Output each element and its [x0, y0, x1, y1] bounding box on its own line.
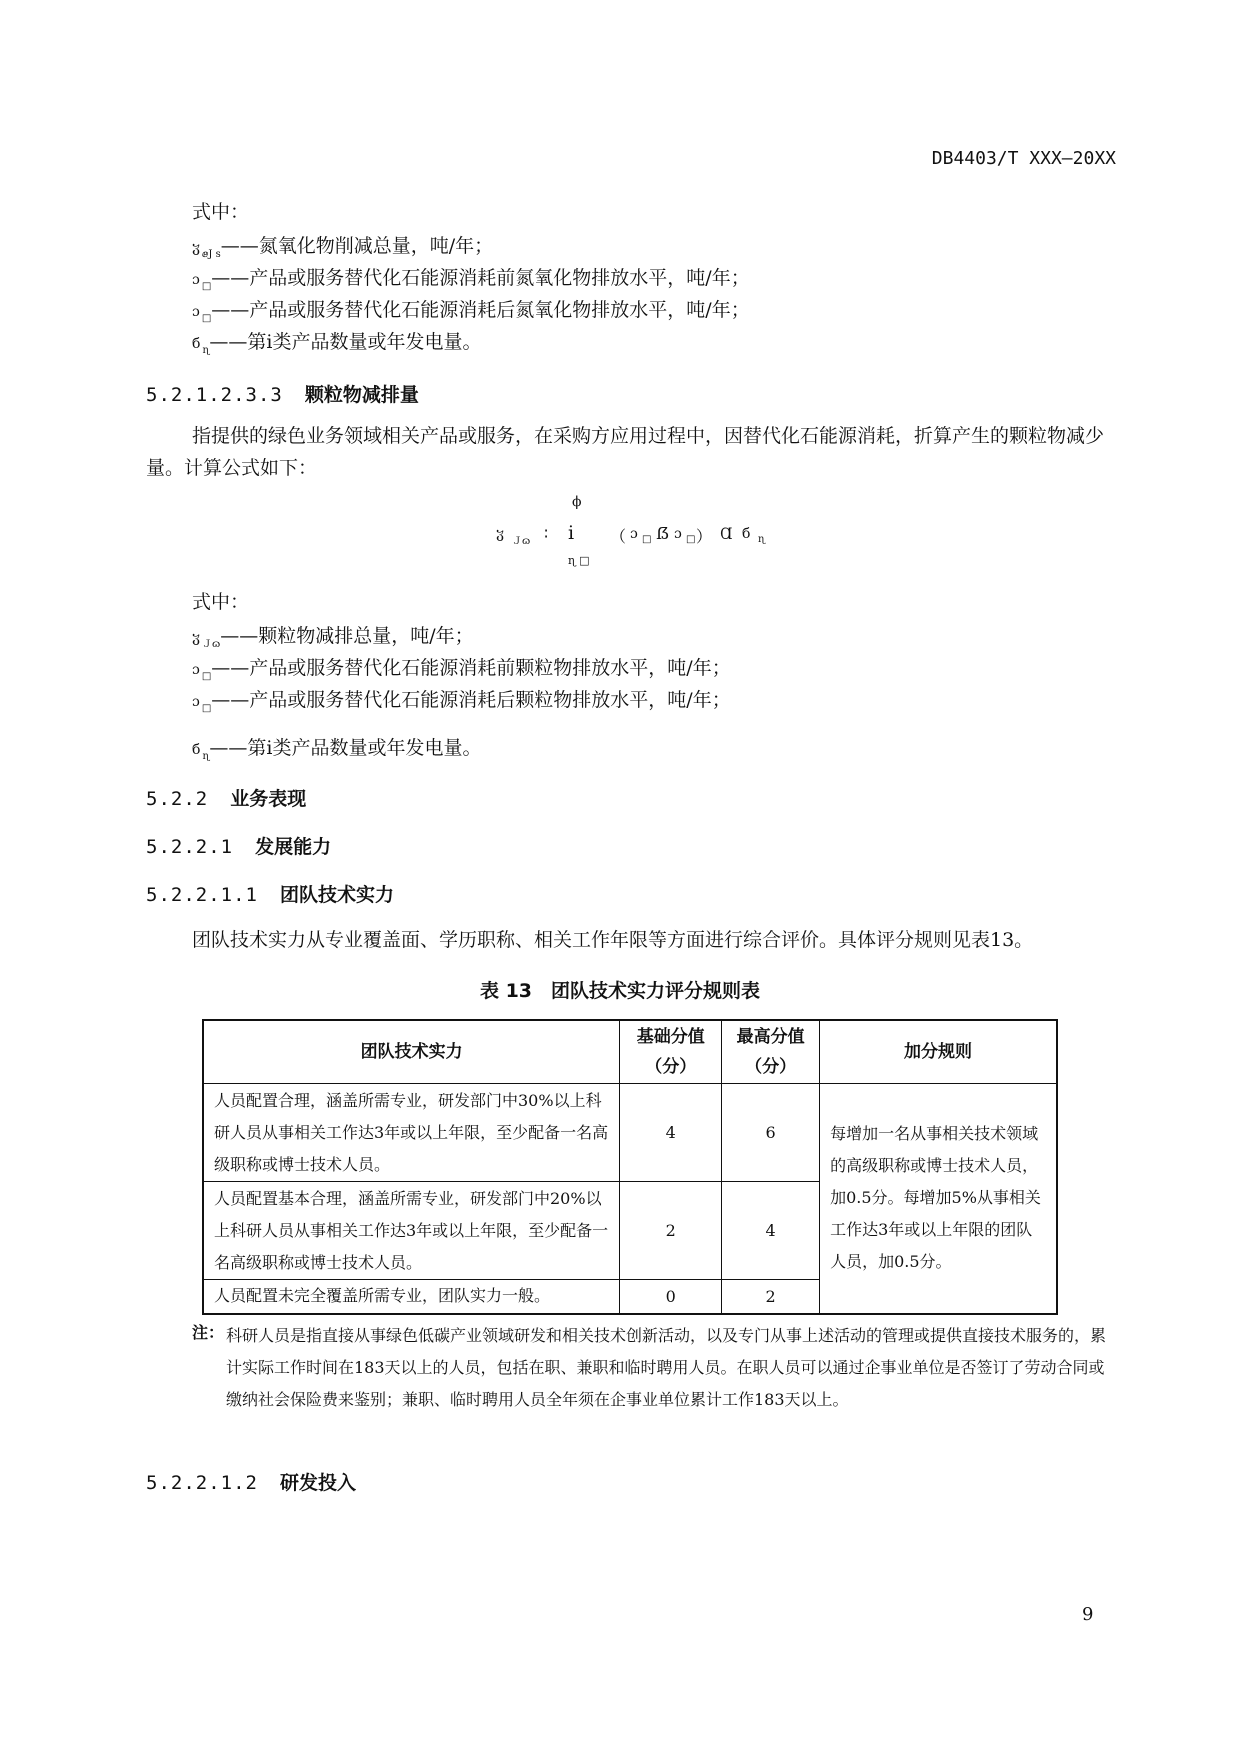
sigma-symbol: ⅰ — [568, 522, 575, 544]
paren-close: ） — [696, 527, 713, 546]
var-definition: ——产品或服务替代化石能源消耗前颗粒物排放水平，吨/年； — [211, 657, 731, 679]
formula-subscript: Ｊɷ — [512, 536, 531, 547]
section-number: 5.2.2.1.2 — [146, 1472, 258, 1494]
multiply-sign: Ɑ — [720, 524, 733, 543]
var-line — [192, 298, 750, 326]
var-definition: ——产品或服务替代化石能源消耗前氮氧化物排放水平，吨/年； — [211, 267, 750, 289]
document-code: DB4403/T XXX—20XX — [931, 148, 1116, 169]
formula-term-b: ɔ — [674, 526, 682, 542]
table-cell-max-score: 4 — [722, 1182, 820, 1280]
var-line — [192, 688, 731, 716]
table-cell-base-score: 2 — [620, 1182, 722, 1280]
table-caption: 表 13 团队技术实力评分规则表 — [479, 980, 761, 1002]
minus-sign: ẞ — [656, 524, 670, 543]
var-line — [192, 234, 493, 262]
table-note: 科研人员是指直接从事绿色低碳产业领域研发和相关技术创新活动，以及专门从事上述活动的管理或提供直接技术服务的，累计实际工作时间在183天以上的人员，包括在职、兼职和临时聘用人员。在职人员可以通过企事业单位是否签订了劳动合同或缴纳社会保险费来鉴别；兼职、临时聘用人员全年须在企事业单位累计工作183天以上。 — [226, 1326, 1107, 1409]
section-heading — [146, 1468, 356, 1495]
section-heading — [146, 784, 306, 811]
formula-symbol: ɔ — [192, 662, 200, 678]
column-header: 团队技术实力 — [203, 1020, 620, 1084]
formula-subscript: □ — [201, 281, 212, 292]
table-cell-criteria: 人员配置未完全覆盖所需专业，团队实力一般。 — [203, 1280, 620, 1314]
section-heading — [146, 380, 419, 407]
formula-subscript: ⅇJ s — [202, 249, 221, 260]
formula-subscript: ɳ — [758, 534, 765, 545]
section-number: 5.2.2 — [146, 788, 209, 810]
var-line — [192, 656, 731, 684]
formula-subscript: □ — [201, 313, 212, 324]
section-title: 颗粒物减排量 — [304, 384, 419, 406]
where-label: 式中： — [192, 201, 250, 223]
formula-subscript: □ — [201, 703, 212, 714]
var-definition: ——氮氧化物削减总量，吨/年； — [220, 235, 494, 257]
formula-subscript: □ — [642, 534, 652, 545]
table-row — [203, 1084, 1057, 1182]
table-cell-base-score: 4 — [620, 1084, 722, 1182]
formula-term-q: б — [742, 526, 751, 542]
formula-subscript: Ｊɷ — [202, 639, 221, 650]
var-line — [192, 330, 481, 358]
table-cell-base-score: 0 — [620, 1280, 722, 1314]
var-definition: ——产品或服务替代化石能源消耗后氮氧化物排放水平，吨/年； — [211, 299, 750, 321]
section-title: 业务表现 — [230, 788, 307, 810]
var-line — [192, 736, 481, 764]
paren-open: （ — [610, 527, 627, 546]
column-header: 基础分值（分） — [620, 1020, 722, 1084]
formula-lhs: ჳ — [496, 526, 505, 542]
paragraph: 指提供的绿色业务领域相关产品或服务，在采购方应用过程中，因替代化石能源消耗，折算产生的颗粒物减少量。计算公式如下： — [146, 425, 1105, 479]
note-label: 注： — [192, 1323, 225, 1342]
formula-symbol: ɔ — [192, 304, 200, 320]
formula-symbol: ɔ — [192, 272, 200, 288]
formula-term-a: ɔ — [630, 526, 638, 542]
var-line — [192, 624, 474, 652]
var-line — [192, 266, 750, 294]
scoring-table — [202, 1019, 1058, 1315]
formula-subscript: ɳ — [202, 345, 210, 356]
formula — [496, 494, 786, 574]
table-cell-bonus-rule: 每增加一名从事相关技术领域的高级职称或博士技术人员，加0.5分。每增加5%从事相关工作达3年或以上年限的团队人员，加0.5分。 — [820, 1084, 1057, 1314]
table-cell-criteria: 人员配置基本合理，涵盖所需专业，研发部门中20%以上科研人员从事相关工作达3年或以上年限，至少配备一名高级职称或博士技术人员。 — [203, 1182, 620, 1280]
formula-symbol: ɔ — [192, 694, 200, 710]
formula-symbol: б — [192, 336, 201, 352]
section-title: 发展能力 — [255, 836, 332, 858]
section-number: 5.2.1.2.3.3 — [146, 384, 283, 406]
section-number: 5.2.2.1 — [146, 836, 234, 858]
formula-subscript: □ — [201, 671, 212, 682]
paragraph: 团队技术实力从专业覆盖面、学历职称、相关工作年限等方面进行综合评价。具体评分规则见表13。 — [192, 929, 1034, 951]
section-title: 团队技术实力 — [279, 884, 394, 906]
sum-upper-limit: ϕ — [572, 494, 582, 510]
formula-symbol: б — [192, 742, 201, 758]
table-cell-max-score: 2 — [722, 1280, 820, 1314]
where-label: 式中： — [192, 591, 250, 613]
var-definition: ——产品或服务替代化石能源消耗后颗粒物排放水平，吨/年； — [211, 689, 731, 711]
formula-symbol: ჳ — [192, 240, 201, 256]
page-number: 9 — [1082, 1604, 1094, 1625]
section-number: 5.2.2.1.1 — [146, 884, 258, 906]
formula-subscript: □ — [686, 534, 696, 545]
formula-subscript: ɳ — [202, 751, 210, 762]
table-cell-criteria: 人员配置合理，涵盖所需专业，研发部门中30%以上科研人员从事相关工作达3年或以上年限，至少配备一名高级职称或博士技术人员。 — [203, 1084, 620, 1182]
section-heading — [146, 832, 331, 859]
var-definition: ——第i类产品数量或年发电量。 — [209, 331, 482, 353]
table-cell-max-score: 6 — [722, 1084, 820, 1182]
section-title: 研发投入 — [279, 1472, 356, 1494]
sum-lower-limit: ɳ □ — [568, 554, 590, 567]
equals-sign: ∶ — [544, 524, 549, 543]
section-heading — [146, 880, 394, 907]
var-definition: ——颗粒物减排总量，吨/年； — [220, 625, 474, 647]
table-header-row — [203, 1020, 1057, 1084]
var-definition: ——第i类产品数量或年发电量。 — [209, 737, 482, 759]
column-header: 最高分值（分） — [722, 1020, 820, 1084]
column-header: 加分规则 — [820, 1020, 1057, 1084]
formula-symbol: ჳ — [192, 630, 201, 646]
